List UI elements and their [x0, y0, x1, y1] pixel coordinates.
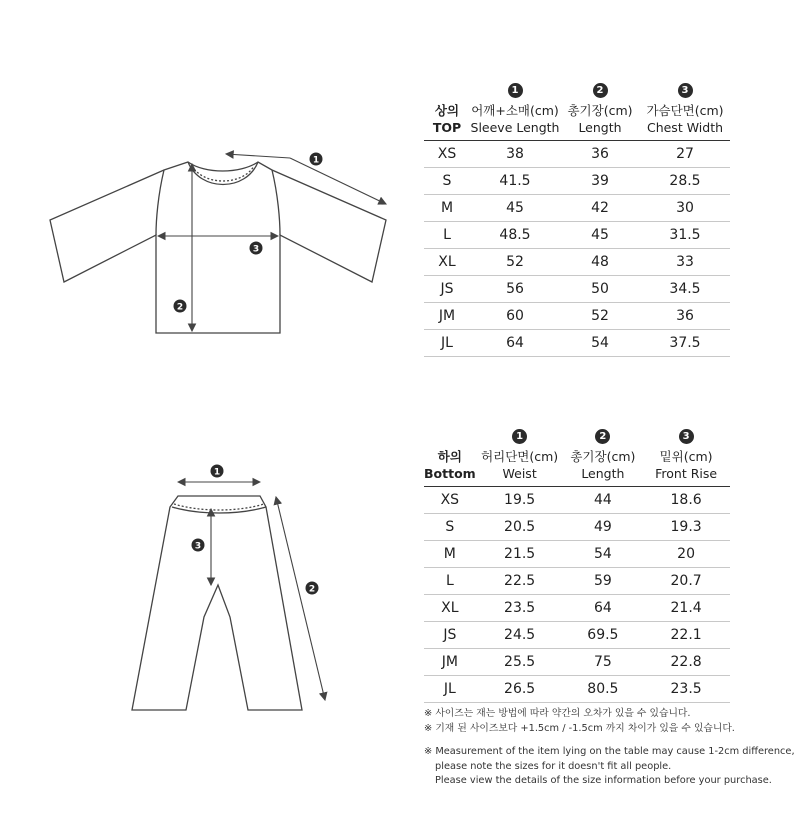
value-cell: 22.5 — [476, 568, 564, 595]
value-cell: 22.1 — [642, 622, 730, 649]
value-cell: 23.5 — [642, 676, 730, 703]
measurement-notes — [424, 707, 794, 789]
marker-2-icon — [174, 300, 187, 313]
value-cell: 36 — [560, 141, 640, 168]
table-row — [424, 195, 730, 222]
svg-text:1: 1 — [213, 467, 221, 478]
value-cell: 54 — [564, 541, 643, 568]
size-cell: JS — [424, 622, 476, 649]
col-3-marker-icon: 3 — [679, 429, 694, 444]
value-cell: 20.5 — [476, 514, 564, 541]
value-cell: 22.8 — [642, 649, 730, 676]
value-cell: 28.5 — [640, 168, 730, 195]
value-cell: 80.5 — [564, 676, 643, 703]
value-cell: 38 — [470, 141, 560, 168]
svg-text:2: 2 — [308, 584, 316, 595]
value-cell: 26.5 — [476, 676, 564, 703]
value-cell: 39 — [560, 168, 640, 195]
table-row — [424, 514, 730, 541]
marker-3-icon — [250, 242, 263, 255]
col-3-marker-icon: 3 — [678, 83, 693, 98]
note-en-2: please note the sizes for it doesn't fit all people. — [435, 760, 672, 772]
value-cell: 56 — [470, 276, 560, 303]
value-cell: 52 — [470, 249, 560, 276]
sleeve-length-arrow — [226, 154, 290, 158]
table-row — [424, 649, 730, 676]
table-row — [424, 541, 730, 568]
value-cell: 48 — [560, 249, 640, 276]
size-cell: JM — [424, 303, 470, 330]
marker-2-icon — [306, 582, 319, 595]
value-cell: 19.3 — [642, 514, 730, 541]
value-cell: 21.4 — [642, 595, 730, 622]
column-number-row — [424, 76, 730, 98]
value-cell: 69.5 — [564, 622, 643, 649]
value-cell: 41.5 — [470, 168, 560, 195]
size-cell: M — [424, 541, 476, 568]
size-cell: XL — [424, 249, 470, 276]
svg-text:1: 1 — [312, 155, 320, 166]
value-cell: 23.5 — [476, 595, 564, 622]
note-ko-1: ※ 사이즈는 재는 방법에 따라 약간의 오차가 있을 수 있습니다. — [424, 708, 691, 719]
value-cell: 18.6 — [642, 487, 730, 514]
col-2-marker-icon: 2 — [593, 83, 608, 98]
col-1-marker-icon: 1 — [512, 429, 527, 444]
size-cell: L — [424, 222, 470, 249]
column-number-row — [424, 422, 730, 444]
size-cell: L — [424, 568, 476, 595]
table-row — [424, 276, 730, 303]
size-cell: M — [424, 195, 470, 222]
note-en-1: ※ Measurement of the item lying on the table may cause 1-2cm difference, — [424, 746, 795, 757]
svg-text:3: 3 — [194, 541, 202, 552]
size-cell: S — [424, 168, 470, 195]
value-cell: 25.5 — [476, 649, 564, 676]
marker-1-icon — [211, 465, 224, 478]
marker-1-icon — [310, 153, 323, 166]
value-cell: 45 — [560, 222, 640, 249]
size-cell: JL — [424, 676, 476, 703]
value-cell: 59 — [564, 568, 643, 595]
table-row — [424, 487, 730, 514]
marker-3-icon — [192, 539, 205, 552]
table-row — [424, 249, 730, 276]
category-label: 상의 TOP — [424, 98, 470, 141]
value-cell: 44 — [564, 487, 643, 514]
pants-outline — [132, 496, 302, 710]
size-cell: XL — [424, 595, 476, 622]
value-cell: 31.5 — [640, 222, 730, 249]
table-row — [424, 330, 730, 357]
size-cell: XS — [424, 141, 470, 168]
value-cell: 24.5 — [476, 622, 564, 649]
size-cell: JL — [424, 330, 470, 357]
top-garment-diagram — [40, 140, 400, 345]
category-label: 하의 Bottom — [424, 444, 476, 487]
value-cell: 75 — [564, 649, 643, 676]
header-col-1: 허리단면(cm) Weist — [476, 444, 564, 487]
header-col-2: 총기장(cm) Length — [560, 98, 640, 141]
value-cell: 34.5 — [640, 276, 730, 303]
value-cell: 20 — [642, 541, 730, 568]
note-ko-2: ※ 기재 된 사이즈보다 +1.5cm / -1.5cm 까지 차이가 있을 수 있습니다. — [424, 722, 735, 734]
col-2-marker-icon: 2 — [595, 429, 610, 444]
table-row — [424, 222, 730, 249]
size-cell: JM — [424, 649, 476, 676]
value-cell: 60 — [470, 303, 560, 330]
header-col-3: 가슴단면(cm) Chest Width — [640, 98, 730, 141]
size-cell: S — [424, 514, 476, 541]
value-cell: 21.5 — [476, 541, 564, 568]
value-cell: 64 — [564, 595, 643, 622]
header-col-2: 총기장(cm) Length — [564, 444, 643, 487]
value-cell: 49 — [564, 514, 643, 541]
value-cell: 45 — [470, 195, 560, 222]
value-cell: 36 — [640, 303, 730, 330]
header-col-3: 밑위(cm) Front Rise — [642, 444, 730, 487]
bottom-garment-diagram — [120, 455, 340, 715]
table-row — [424, 622, 730, 649]
top-size-table — [424, 76, 730, 357]
bottom-length-arrow — [276, 497, 325, 700]
bottom-size-table — [424, 422, 730, 703]
table-row — [424, 303, 730, 330]
value-cell: 19.5 — [476, 487, 564, 514]
value-cell: 33 — [640, 249, 730, 276]
table-row — [424, 141, 730, 168]
size-cell: XS — [424, 487, 476, 514]
value-cell: 54 — [560, 330, 640, 357]
value-cell: 64 — [470, 330, 560, 357]
value-cell: 27 — [640, 141, 730, 168]
value-cell: 48.5 — [470, 222, 560, 249]
value-cell: 30 — [640, 195, 730, 222]
value-cell: 52 — [560, 303, 640, 330]
table-row — [424, 676, 730, 703]
table-row — [424, 595, 730, 622]
table-header-row — [424, 98, 730, 141]
table-header-row — [424, 444, 730, 487]
shirt-outline — [50, 162, 386, 333]
note-en-3: Please view the details of the size information before your purchase. — [435, 775, 772, 786]
value-cell: 42 — [560, 195, 640, 222]
table-row — [424, 168, 730, 195]
value-cell: 20.7 — [642, 568, 730, 595]
value-cell: 37.5 — [640, 330, 730, 357]
header-col-1: 어깨+소매(cm) Sleeve Length — [470, 98, 560, 141]
table-row — [424, 568, 730, 595]
svg-text:2: 2 — [176, 302, 184, 313]
svg-text:3: 3 — [252, 244, 260, 255]
value-cell: 50 — [560, 276, 640, 303]
size-cell: JS — [424, 276, 470, 303]
col-1-marker-icon: 1 — [508, 83, 523, 98]
